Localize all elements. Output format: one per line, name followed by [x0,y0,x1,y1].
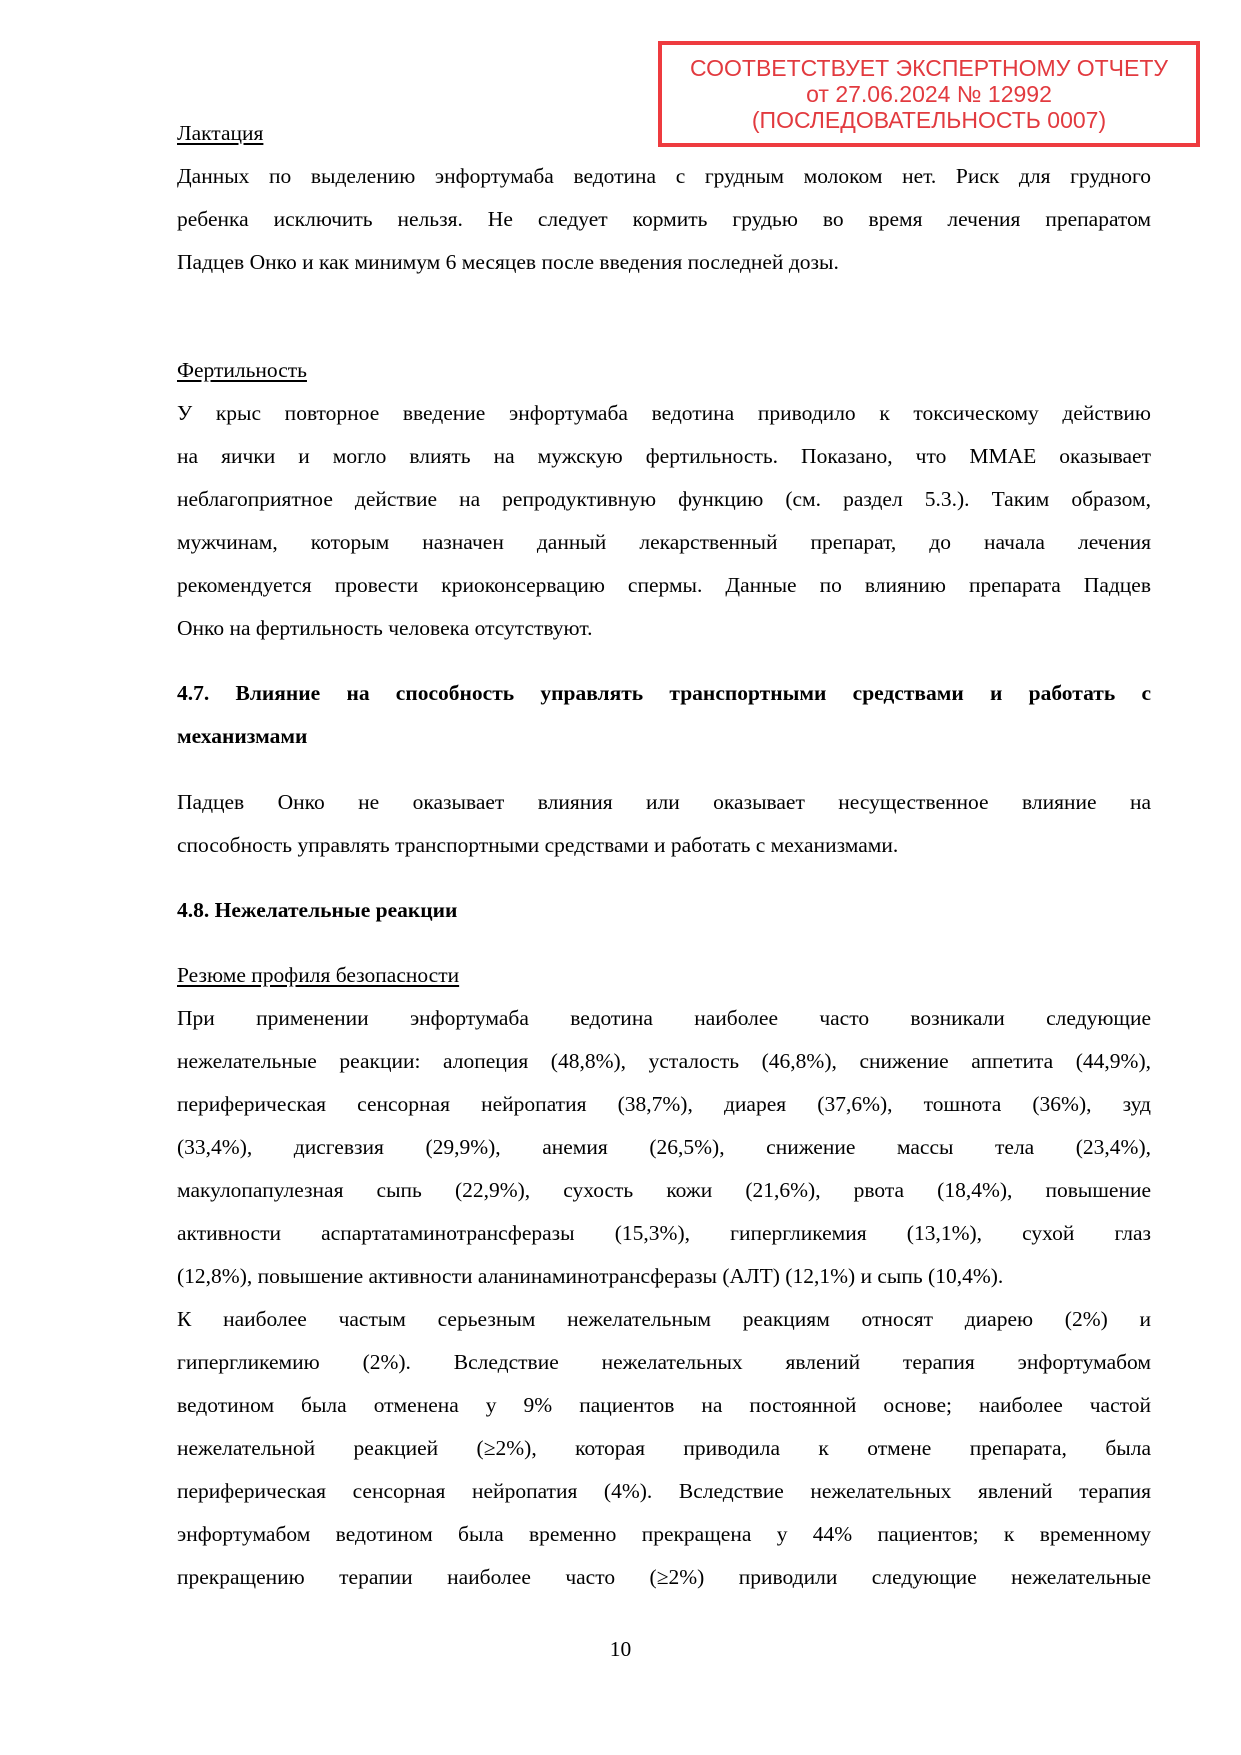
reactions-line: (12,8%), повышение активности аланинаминотрансферазы (АЛТ) (12,1%) и сыпь (10,4%). [177,1264,1004,1288]
section-4-8-heading-text: 4.8. Нежелательные реакции [177,898,458,922]
safety-profile-subheading: Резюме профиля безопасности [177,963,460,987]
fertility-line: мужчинам, которым назначен данный лекарственный препарат, до начала лечения [177,530,1151,554]
reactions-line: При применении энфортумаба ведотина наиболее часто возникали следующие [177,1006,1151,1030]
fertility-section [177,349,1151,650]
page-number: 10 [609,1637,632,1661]
lactation-line: ребенка исключить нельзя. Не следует кормить грудью во время лечения препаратом [177,207,1151,231]
reactions-line: активности аспартатаминотрансферазы (15,3%), гипергликемия (13,1%), сухой глаз [177,1221,1151,1245]
fertility-heading: Фертильность [177,358,307,382]
stamp-line-1: СООТВЕТСТВУЕТ ЭКСПЕРТНОМУ ОТЧЕТУ [690,55,1168,81]
safety-profile-section [177,954,1151,1599]
lactation-section [177,112,1151,284]
reactions-line: нежелательные реакции: алопеция (48,8%), усталость (46,8%), снижение аппетита (44,9%), [177,1049,1151,1073]
section-4-7-heading-line: механизмами [177,724,308,748]
lactation-line: Данных по выделению энфортумаба ведотина с грудным молоком нет. Риск для грудного [177,164,1151,188]
fertility-line: Онко на фертильность человека отсутствуют. [177,616,593,640]
serious-reactions-line: нежелательной реакцией (≥2%), которая приводила к отмене препарата, была [177,1436,1151,1460]
section-4-7-heading [177,672,1151,758]
serious-reactions-line: ведотином была отменена у 9% пациентов на постоянной основе; наиболее частой [177,1393,1151,1417]
stamp-line-2: от 27.06.2024 № 12992 [806,81,1052,107]
fertility-line: рекомендуется провести криоконсервацию спермы. Данные по влиянию препарата Падцев [177,573,1151,597]
serious-reactions-line: прекращению терапии наиболее часто (≥2%) приводили следующие нежелательные [177,1565,1151,1589]
fertility-line: на яички и могло влиять на мужскую фертильность. Показано, что ММАЕ оказывает [177,444,1151,468]
reactions-line: макулопапулезная сыпь (22,9%), сухость кожи (21,6%), рвота (18,4%), повышение [177,1178,1151,1202]
serious-reactions-line: гипергликемию (2%). Вследствие нежелательных явлений терапия энфортумабом [177,1350,1151,1374]
section-4-8-heading [177,889,1151,932]
section-4-7-body [177,781,1151,867]
reactions-line: (33,4%), дисгевзия (29,9%), анемия (26,5%), снижение массы тела (23,4%), [177,1135,1151,1159]
reactions-line: периферическая сенсорная нейропатия (38,7%), диарея (37,6%), тошнота (36%), зуд [177,1092,1151,1116]
serious-reactions-line: К наиболее частым серьезным нежелательным реакциям относят диарею (2%) и [177,1307,1151,1331]
section-4-7-line: Падцев Онко не оказывает влияния или оказывает несущественное влияние на [177,790,1151,814]
stamp-line-3: (ПОСЛЕДОВАТЕЛЬНОСТЬ 0007) [751,107,1107,133]
lactation-line: Падцев Онко и как минимум 6 месяцев после введения последней дозы. [177,250,839,274]
fertility-line: У крыс повторное введение энфортумаба ведотина приводило к токсическому действию [177,401,1151,425]
section-4-7-line: способность управлять транспортными средствами и работать с механизмами. [177,833,899,857]
lactation-heading: Лактация [177,121,264,145]
fertility-line: неблагоприятное действие на репродуктивную функцию (см. раздел 5.3.). Таким образом, [177,487,1151,511]
section-4-7-heading-line: 4.7. Влияние на способность управлять транспортными средствами и работать с [177,681,1151,705]
serious-reactions-line: периферическая сенсорная нейропатия (4%). Вследствие нежелательных явлений терапия [177,1479,1151,1503]
serious-reactions-line: энфортумабом ведотином была временно прекращена у 44% пациентов; к временному [177,1522,1151,1546]
